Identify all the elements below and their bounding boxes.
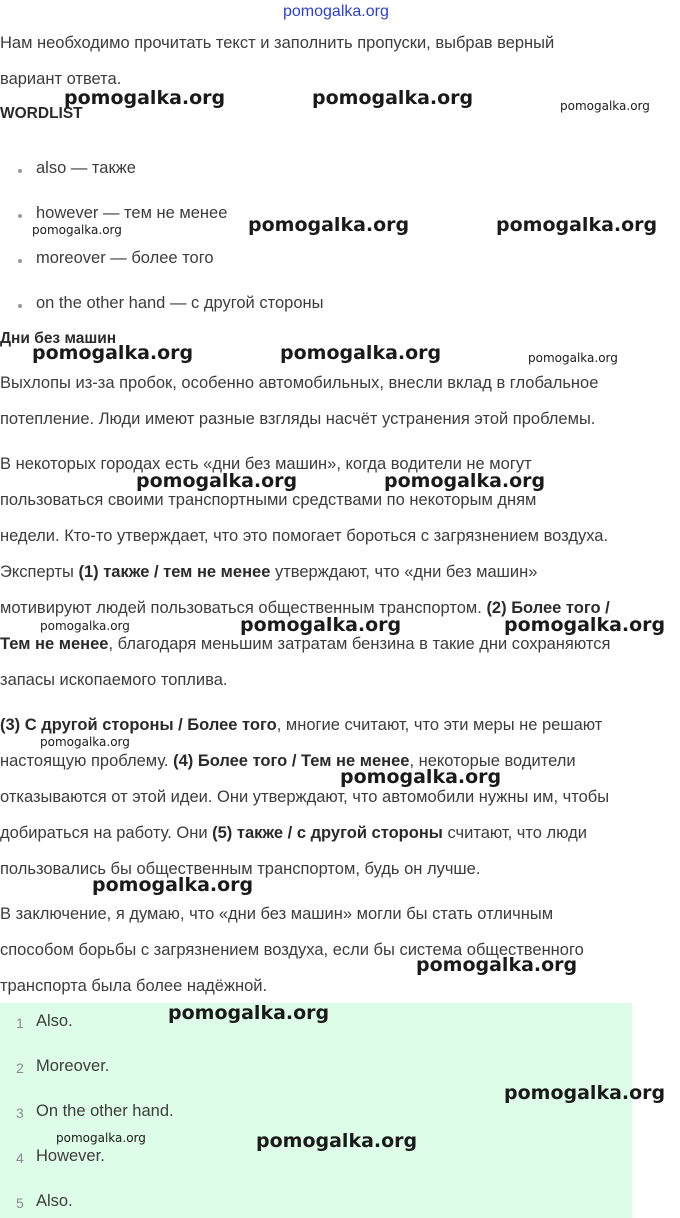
watermark: pomogalka.org [32,223,122,237]
p1-line-1: Выхлопы из-за пробок, особенно автомобильных, внесли вклад в глобальное [0,374,599,392]
wordlist-item: however — тем не менее [36,204,228,222]
gap-2-options-cont: Тем не менее [0,635,109,653]
watermark: pomogalka.org [32,342,194,364]
answer-number: 2 [16,1060,24,1076]
watermark: pomogalka.org [312,87,474,109]
p3-line-3: отказываются от этой идеи. Они утверждают, что автомобили нужны им, чтобы [0,788,610,806]
watermark: pomogalka.org [496,214,658,236]
p2-line-2: пользоваться своими транспортными средствами по некоторым дням [0,491,537,509]
p3-line-4 [0,824,587,843]
watermark: pomogalka.org [136,470,298,492]
p2-line-1: В некоторых городах есть «дни без машин», когда водители не могут [0,455,532,473]
text-run: добираться на работу. Они [0,824,213,842]
watermark: pomogalka.org [240,614,402,636]
watermark: pomogalka.org [40,619,130,633]
watermark: pomogalka.org [416,954,578,976]
answer-text: Also. [36,1192,73,1210]
answer-number: 5 [16,1195,24,1211]
watermark: pomogalka.org [168,1002,330,1024]
gap-2-options: (2) Более того / [486,599,610,617]
answer-text: On the other hand. [36,1102,174,1120]
wordlist-item: on the other hand — с другой стороны [36,294,324,312]
watermark: pomogalka.org [256,1130,418,1152]
watermark: pomogalka.org [40,735,130,749]
watermark: pomogalka.org [92,874,254,896]
text-run: , многие считают, что эти меры не решают [276,716,603,734]
text-run: мотивируют людей пользоваться общественным транспортом. [0,599,487,617]
watermark: pomogalka.org [340,766,502,788]
bullet-icon [18,169,22,173]
gap-5-options: (5) также / с другой стороны [212,824,443,842]
wordlist-title: WORDLIST [0,105,83,122]
text-run: утверждают, что «дни без машин» [270,563,538,581]
p2-line-3: недели. Кто-то утверждает, что это помогает бороться с загрязнением воздуха. [0,527,609,545]
p4-line-2: способом борьбы с загрязнением воздуха, если бы система общественного [0,941,584,959]
p3-line-5: пользовались бы общественным транспортом, будь он лучше. [0,860,481,878]
text-run: считают, что люди [442,824,588,842]
watermark: pomogalka.org [248,214,410,236]
watermark: pomogalka.org [280,342,442,364]
watermark: pomogalka.org [504,614,666,636]
p2-line-6 [0,635,610,654]
p4-line-3: транспорта была более надёжной. [0,977,268,995]
watermark: pomogalka.org [560,99,650,113]
answer-text: Also. [36,1012,73,1030]
answer-text: However. [36,1147,105,1165]
article-title: Дни без машин [0,330,117,347]
answer-number: 1 [16,1015,24,1031]
p3-line-1 [0,716,602,735]
p2-line-7: запасы ископаемого топлива. [0,671,228,689]
watermark: pomogalka.org [56,1131,146,1145]
watermark: pomogalka.org [528,351,618,365]
answer-text: Moreover. [36,1057,110,1075]
gap-1-options: (1) также / тем не менее [78,563,271,581]
p1-line-2: потепление. Люди имеют разные взгляды насчёт устранения этой проблемы. [0,410,596,428]
text-run: Эксперты [0,563,79,581]
gap-3-options: (3) С другой стороны / Более того [0,716,277,734]
p4-line-1: В заключение, я думаю, что «дни без машин» могли бы стать отличным [0,905,554,923]
bullet-icon [18,214,22,218]
text-run: настоящую проблему. [0,752,174,770]
intro-line-2: вариант ответа. [0,70,122,88]
watermark: pomogalka.org [504,1082,666,1104]
intro-line-1: Нам необходимо прочитать текст и заполнить пропуски, выбрав верный [0,34,555,52]
answer-number: 3 [16,1105,24,1121]
answer-number: 4 [16,1150,24,1166]
p2-line-4 [0,563,537,582]
wordlist-item: moreover — более того [36,249,214,267]
answers-box [0,1003,632,1218]
bullet-icon [18,259,22,263]
wordlist-item: also — также [36,159,136,177]
watermark: pomogalka.org [64,87,226,109]
watermark: pomogalka.org [384,470,546,492]
top-site-link[interactable]: pomogalka.org [283,3,389,20]
gap-4-options: (4) Более того / Тем не менее [173,752,410,770]
text-run: , благодаря меньшим затратам бензина в такие дни сохраняются [108,635,611,653]
bullet-icon [18,304,22,308]
text-run: , некоторые водители [409,752,576,770]
